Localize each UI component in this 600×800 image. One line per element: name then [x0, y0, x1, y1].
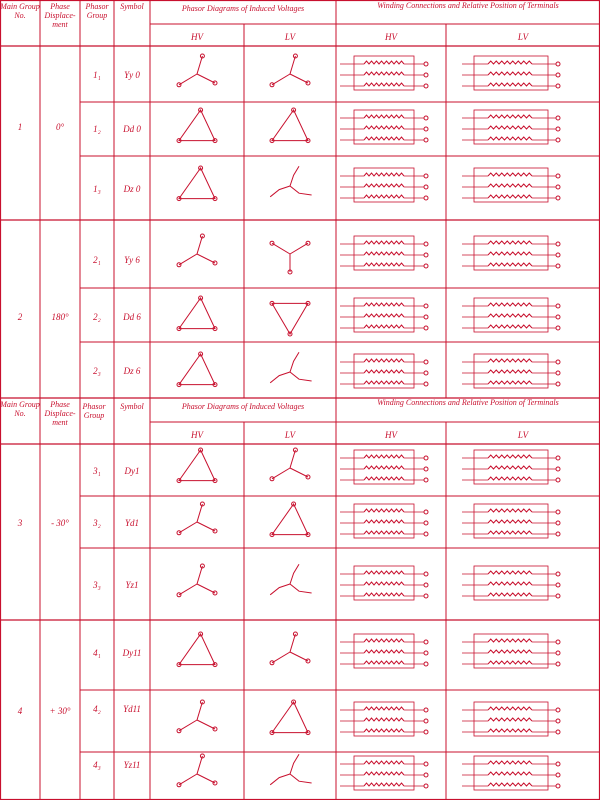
hv-winding-coil-11 — [364, 772, 404, 775]
hv-winding-frame-5 — [354, 354, 414, 388]
header-phase-displacement-repeat: Phase Displace-ment — [44, 400, 76, 427]
symbol-3-1: Dy1 — [124, 466, 140, 476]
lv-terminal-1 — [556, 127, 560, 131]
lv-winding-coil-7 — [488, 509, 532, 512]
hv-terminal-8 — [424, 572, 428, 576]
header-phasor-diagrams: Phasor Diagrams of Induced Voltages — [181, 4, 305, 13]
symbol-3-2: Yd1 — [124, 518, 139, 528]
symbol-2-2: Dd 6 — [123, 312, 141, 322]
hv-terminal-0 — [424, 62, 428, 66]
lv-phasor-9-arm — [290, 652, 308, 661]
hv-terminal-4 — [424, 315, 428, 319]
hv-winding-coil-9 — [364, 661, 404, 664]
hv-winding-coil-2 — [364, 184, 404, 187]
group-2-main: 2 — [17, 312, 23, 322]
hv-terminal-2 — [424, 185, 428, 189]
lv-phasor-8-zig — [290, 584, 312, 593]
hv-winding-coil-7 — [364, 509, 404, 512]
lv-winding-coil-9 — [488, 650, 532, 653]
subheader-lv-winding: LV — [517, 32, 529, 42]
hv-winding-coil-7 — [364, 531, 404, 534]
lv-winding-coil-4 — [488, 325, 532, 328]
hv-phasor-10-arm — [197, 702, 202, 720]
hv-winding-coil-2 — [364, 195, 404, 198]
hv-winding-coil-6 — [364, 477, 404, 480]
lv-terminal-5 — [556, 382, 560, 386]
hv-terminal-9 — [424, 651, 428, 655]
lv-phasor-2-zig — [290, 166, 299, 186]
symbol-1-3: Dz 0 — [123, 184, 141, 194]
symbol-2-3: Dz 6 — [123, 366, 141, 376]
lv-winding-coil-1 — [488, 126, 532, 129]
hv-terminal-6 — [424, 467, 428, 471]
lv-terminal-7 — [556, 510, 560, 514]
group-2-phase: 180° — [51, 312, 69, 322]
lv-terminal-3 — [556, 242, 560, 246]
hv-phasor-11-arm — [197, 774, 215, 783]
lv-terminal-3 — [556, 264, 560, 268]
lv-phasor-11-zig — [290, 774, 312, 783]
hv-terminal-11 — [424, 784, 428, 788]
hv-terminal-10 — [424, 708, 428, 712]
lv-winding-coil-7 — [488, 531, 532, 534]
lv-phasor-10-triangle — [272, 702, 308, 733]
phasor-group-4-2: 4₂ — [93, 704, 101, 714]
hv-terminal-3 — [424, 264, 428, 268]
hv-winding-coil-7 — [364, 520, 404, 523]
hv-phasor-9-triangle — [179, 634, 215, 665]
lv-phasor-5-zig — [270, 372, 290, 383]
hv-winding-coil-11 — [364, 783, 404, 786]
lv-phasor-8-zig — [270, 584, 290, 595]
lv-winding-coil-2 — [488, 173, 532, 176]
lv-winding-coil-0 — [488, 83, 532, 86]
hv-winding-coil-9 — [364, 650, 404, 653]
hv-terminal-7 — [424, 532, 428, 536]
hv-terminal-7 — [424, 521, 428, 525]
lv-phasor-2-zig — [270, 186, 290, 197]
lv-terminal-2 — [556, 174, 560, 178]
symbol-1-2: Dd 0 — [123, 124, 141, 134]
lv-winding-coil-4 — [488, 314, 532, 317]
lv-winding-coil-11 — [488, 761, 532, 764]
hv-winding-frame-10 — [354, 702, 414, 736]
symbol-4-3: Yz11 — [123, 760, 141, 770]
lv-terminal-5 — [556, 371, 560, 375]
hv-winding-coil-11 — [364, 761, 404, 764]
lv-phasor-7-triangle — [272, 504, 308, 535]
hv-terminal-3 — [424, 242, 428, 246]
hv-winding-frame-11 — [354, 756, 414, 790]
header-winding-connections-repeat: Winding Connections and Relative Position of Terminals — [377, 398, 559, 407]
hv-phasor-11-arm — [197, 756, 202, 774]
header-main-group-repeat: Main Group No. — [0, 400, 40, 418]
lv-terminal-1 — [556, 116, 560, 120]
lv-phasor-6-arm — [272, 468, 290, 479]
lv-winding-coil-9 — [488, 639, 532, 642]
lv-winding-coil-5 — [488, 359, 532, 362]
hv-phasor-10-arm — [197, 720, 215, 729]
hv-terminal-8 — [424, 594, 428, 598]
lv-winding-coil-8 — [488, 582, 532, 585]
symbol-4-1: Dy11 — [122, 648, 142, 658]
lv-terminal-4 — [556, 315, 560, 319]
hv-winding-coil-0 — [364, 83, 404, 86]
lv-phasor-6-arm — [290, 468, 308, 477]
symbol-2-1: Yy 6 — [124, 255, 140, 265]
lv-terminal-4 — [556, 304, 560, 308]
hv-phasor-8-arm — [179, 584, 197, 595]
hv-winding-frame-4 — [354, 298, 414, 332]
hv-winding-frame-3 — [354, 236, 414, 270]
hv-terminal-10 — [424, 730, 428, 734]
hv-terminal-5 — [424, 382, 428, 386]
hv-winding-coil-0 — [364, 72, 404, 75]
lv-terminal-0 — [556, 62, 560, 66]
symbol-3-3: Yz1 — [125, 580, 139, 590]
lv-terminal-11 — [556, 762, 560, 766]
hv-winding-coil-5 — [364, 370, 404, 373]
hv-phasor-4-triangle — [179, 298, 215, 329]
hv-phasor-2-triangle — [179, 168, 215, 199]
hv-winding-coil-10 — [364, 729, 404, 732]
header-phase-displacement: Phase Displace-ment — [44, 2, 76, 29]
subheader-hv-winding: HV — [385, 32, 397, 42]
hv-phasor-7-arm — [197, 504, 202, 522]
hv-phasor-0-arm — [179, 74, 197, 85]
lv-terminal-6 — [556, 467, 560, 471]
hv-phasor-8-arm — [197, 584, 215, 593]
phasor-group-4-1: 4₁ — [93, 648, 101, 658]
hv-winding-coil-9 — [364, 639, 404, 642]
lv-winding-coil-5 — [488, 370, 532, 373]
hv-terminal-9 — [424, 662, 428, 666]
hv-terminal-11 — [424, 773, 428, 777]
lv-terminal-11 — [556, 773, 560, 777]
lv-terminal-11 — [556, 784, 560, 788]
phasor-group-2-1: 2₁ — [93, 255, 101, 265]
hv-winding-frame-8 — [354, 566, 414, 600]
phasor-group-4-3: 4₃ — [93, 760, 101, 770]
hv-winding-coil-8 — [364, 571, 404, 574]
header-phasor-diagrams-repeat: Phasor Diagrams of Induced Voltages — [181, 402, 305, 411]
hv-phasor-5-triangle — [179, 354, 215, 385]
hv-terminal-1 — [424, 127, 428, 131]
lv-winding-coil-10 — [488, 707, 532, 710]
lv-terminal-3 — [556, 253, 560, 257]
lv-winding-coil-3 — [488, 263, 532, 266]
header-winding-connections: Winding Connections and Relative Position of Terminals — [377, 1, 559, 10]
hv-winding-coil-0 — [364, 61, 404, 64]
lv-terminal-9 — [556, 662, 560, 666]
lv-phasor-0-arm — [290, 56, 295, 74]
lv-winding-coil-8 — [488, 593, 532, 596]
hv-winding-coil-3 — [364, 263, 404, 266]
lv-phasor-3-arm — [272, 243, 290, 254]
lv-phasor-6-arm — [290, 450, 295, 468]
hv-terminal-11 — [424, 762, 428, 766]
hv-winding-coil-6 — [364, 455, 404, 458]
lv-winding-coil-3 — [488, 241, 532, 244]
symbol-1-1: Yy 0 — [124, 70, 140, 80]
lv-terminal-10 — [556, 730, 560, 734]
lv-terminal-0 — [556, 73, 560, 77]
lv-winding-coil-3 — [488, 252, 532, 255]
header-phasor-group: Phasor Group — [85, 2, 109, 20]
header-symbol-repeat: Symbol — [120, 402, 144, 411]
hv-terminal-5 — [424, 360, 428, 364]
lv-terminal-0 — [556, 84, 560, 88]
hv-winding-frame-7 — [354, 504, 414, 538]
lv-winding-coil-6 — [488, 477, 532, 480]
hv-phasor-11-arm — [179, 774, 197, 785]
lv-terminal-7 — [556, 532, 560, 536]
lv-terminal-9 — [556, 640, 560, 644]
lv-phasor-9-arm — [290, 634, 295, 652]
lv-terminal-5 — [556, 360, 560, 364]
hv-terminal-7 — [424, 510, 428, 514]
subheader-lv-phasor: LV — [284, 32, 296, 42]
hv-terminal-1 — [424, 116, 428, 120]
lv-winding-coil-11 — [488, 783, 532, 786]
lv-terminal-10 — [556, 719, 560, 723]
hv-terminal-6 — [424, 478, 428, 482]
hv-winding-frame-9 — [354, 634, 414, 668]
hv-phasor-7-arm — [197, 522, 215, 531]
phasor-group-3-2: 3₂ — [93, 518, 101, 528]
hv-terminal-9 — [424, 640, 428, 644]
hv-terminal-10 — [424, 719, 428, 723]
hv-terminal-8 — [424, 583, 428, 587]
hv-winding-coil-4 — [364, 303, 404, 306]
hv-terminal-0 — [424, 84, 428, 88]
lv-phasor-11-zig — [290, 754, 299, 774]
lv-terminal-10 — [556, 708, 560, 712]
phasor-group-1-1: 1₁ — [93, 70, 101, 80]
hv-phasor-8-arm — [197, 566, 202, 584]
lv-phasor-3-arm — [290, 243, 308, 254]
hv-winding-coil-1 — [364, 137, 404, 140]
lv-phasor-4-triangle — [272, 303, 308, 334]
symbol-4-2: Yd11 — [123, 704, 141, 714]
header-phasor-group-repeat: Phasor Group — [82, 402, 106, 420]
lv-winding-coil-6 — [488, 455, 532, 458]
hv-terminal-6 — [424, 456, 428, 460]
hv-phasor-3-arm — [179, 254, 197, 265]
group-1-phase: 0° — [55, 122, 65, 132]
hv-winding-coil-4 — [364, 325, 404, 328]
hv-winding-coil-10 — [364, 707, 404, 710]
hv-winding-frame-2 — [354, 168, 414, 202]
hv-winding-coil-3 — [364, 241, 404, 244]
group-3-phase: - 30° — [51, 518, 69, 528]
hv-terminal-3 — [424, 253, 428, 257]
hv-phasor-10-arm — [179, 720, 197, 731]
hv-phasor-3-arm — [197, 254, 215, 263]
hv-phasor-0-arm — [197, 56, 202, 74]
hv-terminal-1 — [424, 138, 428, 142]
subheader-hv-winding-repeat: HV — [385, 430, 397, 440]
hv-phasor-3-arm — [197, 236, 202, 254]
lv-winding-coil-1 — [488, 115, 532, 118]
lv-winding-coil-10 — [488, 729, 532, 732]
lv-phasor-8-zig — [290, 564, 299, 584]
lv-winding-coil-0 — [488, 61, 532, 64]
group-3-main: 3 — [17, 518, 23, 528]
lv-terminal-7 — [556, 521, 560, 525]
lv-phasor-1-triangle — [272, 110, 308, 141]
phasor-group-3-1: 3₁ — [93, 466, 101, 476]
hv-winding-frame-0 — [354, 56, 414, 90]
header-main-group: Main Group No. — [0, 2, 40, 20]
subheader-lv-winding-repeat: LV — [517, 430, 529, 440]
lv-terminal-8 — [556, 594, 560, 598]
group-4-main: 4 — [17, 706, 23, 716]
lv-terminal-9 — [556, 651, 560, 655]
lv-winding-coil-1 — [488, 137, 532, 140]
hv-winding-coil-6 — [364, 466, 404, 469]
lv-phasor-5-zig — [290, 372, 312, 381]
hv-phasor-6-triangle — [179, 450, 215, 481]
hv-terminal-4 — [424, 326, 428, 330]
lv-winding-coil-2 — [488, 184, 532, 187]
hv-phasor-7-arm — [179, 522, 197, 533]
lv-phasor-9-arm — [272, 652, 290, 663]
hv-winding-coil-5 — [364, 381, 404, 384]
hv-winding-coil-5 — [364, 359, 404, 362]
lv-phasor-11-zig — [270, 774, 290, 785]
lv-winding-coil-8 — [488, 571, 532, 574]
phasor-group-1-3: 1₃ — [93, 184, 101, 194]
lv-winding-coil-6 — [488, 466, 532, 469]
subheader-lv-phasor-repeat: LV — [284, 430, 296, 440]
hv-winding-frame-1 — [354, 110, 414, 144]
lv-terminal-4 — [556, 326, 560, 330]
lv-terminal-2 — [556, 185, 560, 189]
hv-terminal-0 — [424, 73, 428, 77]
lv-terminal-6 — [556, 456, 560, 460]
header-symbol: Symbol — [120, 2, 144, 11]
lv-winding-coil-2 — [488, 195, 532, 198]
group-1-main: 1 — [17, 122, 23, 132]
phasor-group-2-3: 2₃ — [93, 366, 101, 376]
lv-winding-coil-5 — [488, 381, 532, 384]
hv-winding-coil-1 — [364, 126, 404, 129]
lv-winding-coil-0 — [488, 72, 532, 75]
hv-terminal-5 — [424, 371, 428, 375]
hv-winding-frame-6 — [354, 450, 414, 484]
hv-winding-coil-3 — [364, 252, 404, 255]
lv-terminal-6 — [556, 478, 560, 482]
hv-terminal-2 — [424, 174, 428, 178]
hv-phasor-0-arm — [197, 74, 215, 83]
lv-winding-coil-7 — [488, 520, 532, 523]
lv-winding-coil-10 — [488, 718, 532, 721]
hv-winding-coil-2 — [364, 173, 404, 176]
lv-terminal-8 — [556, 583, 560, 587]
hv-phasor-1-triangle — [179, 110, 215, 141]
lv-phasor-5-zig — [290, 352, 299, 372]
lv-winding-coil-9 — [488, 661, 532, 664]
subheader-hv-phasor: HV — [191, 32, 203, 42]
hv-winding-coil-10 — [364, 718, 404, 721]
lv-phasor-0-arm — [290, 74, 308, 83]
hv-terminal-4 — [424, 304, 428, 308]
lv-winding-coil-11 — [488, 772, 532, 775]
phasor-group-3-3: 3₃ — [93, 580, 101, 590]
hv-winding-coil-8 — [364, 593, 404, 596]
lv-terminal-1 — [556, 138, 560, 142]
lv-phasor-2-zig — [290, 186, 312, 195]
lv-winding-coil-4 — [488, 303, 532, 306]
lv-phasor-0-arm — [272, 74, 290, 85]
group-4-phase: + 30° — [49, 706, 71, 716]
lv-terminal-2 — [556, 196, 560, 200]
phasor-group-1-2: 1₂ — [93, 124, 101, 134]
hv-winding-coil-1 — [364, 115, 404, 118]
subheader-hv-phasor-repeat: HV — [191, 430, 203, 440]
hv-winding-coil-4 — [364, 314, 404, 317]
hv-terminal-2 — [424, 196, 428, 200]
hv-winding-coil-8 — [364, 582, 404, 585]
phasor-group-2-2: 2₂ — [93, 312, 101, 322]
lv-terminal-8 — [556, 572, 560, 576]
